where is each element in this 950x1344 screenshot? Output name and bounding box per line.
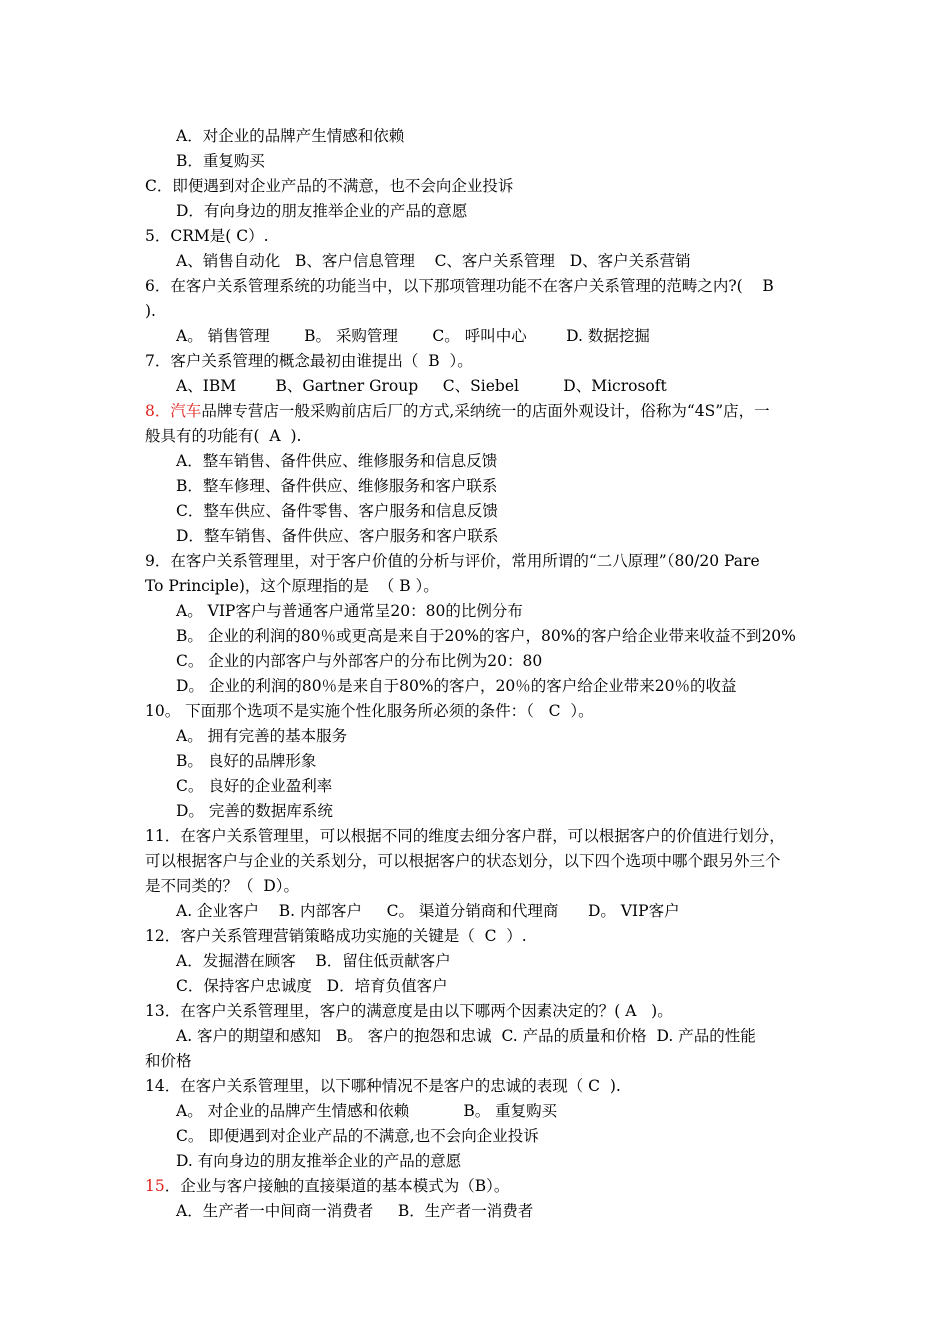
q13-stem: 13．在客户关系管理里，客户的满意度是由以下哪两个因素决定的？( A )。 xyxy=(145,1002,673,1020)
q15-number: 15 xyxy=(145,1177,165,1195)
q8-number: 8． xyxy=(145,402,171,420)
q13-options-line-1: A. 客户的期望和感知 B。 客户的抱怨和忠诚 C. 产品的质量和价格 D. 产品的性能 xyxy=(176,1027,756,1045)
q9-option-c: C。 企业的内部客户与外部客户的分布比例为20：80 xyxy=(176,652,543,670)
q14-option-c: C。 即便遇到对企业产品的不满意,也不会向企业投诉 xyxy=(176,1127,539,1145)
q14-option-d: D. 有向身边的朋友推举企业的产品的意愿 xyxy=(176,1152,462,1170)
q9-stem-line-2: To Principle)，这个原理指的是 （ B ）。 xyxy=(145,577,439,595)
q11-stem-line-1: 11．在客户关系管理里，可以根据不同的维度去细分客户群，可以根据客户的价值进行划分， xyxy=(145,827,785,845)
q15-options: A．生产者一中间商一消费者 B．生产者一消费者 xyxy=(176,1202,534,1220)
q11-stem-line-2: 可以根据客户与企业的关系划分，可以根据客户的状态划分，以下四个选项中哪个跟另外三个 xyxy=(145,852,781,870)
q12-options-line-1: A．发掘潜在顾客 B．留住低贡献客户 xyxy=(176,952,451,970)
q6-stem-line-1: 6．在客户关系管理系统的功能当中，以下那项管理功能不在客户关系管理的范畴之内?( B xyxy=(145,277,774,295)
q4-option-a: A．对企业的品牌产生情感和依赖 xyxy=(176,127,405,145)
q8-stem-line-1 xyxy=(145,400,835,422)
q7-stem: 7．客户关系管理的概念最初由谁提出（ B ）。 xyxy=(145,352,473,370)
q12-stem: 12．客户关系管理营销策略成功实施的关键是（ C ）. xyxy=(145,927,527,945)
q8-option-b: B．整车修理、备件供应、维修服务和客户联系 xyxy=(176,477,498,495)
q9-option-a: A。 VIP客户与普通客户通常呈20：80的比例分布 xyxy=(176,602,523,620)
q9-stem-line-1: 9．在客户关系管理里，对于客户价值的分析与评价，常用所谓的“二八原理”（80/20 Pare xyxy=(145,552,760,570)
q8-stem-rest: 品牌专营店一般采购前店后厂的方式,采纳统一的店面外观设计，俗称为“4S”店，一 xyxy=(201,402,770,420)
q10-stem: 10。 下面那个选项不是实施个性化服务所必须的条件：（ C ）。 xyxy=(145,702,594,720)
q8-highlight-word: 汽车 xyxy=(170,402,202,420)
q4-option-c: C．即便遇到对企业产品的不满意，也不会向企业投诉 xyxy=(145,177,514,195)
q8-option-a: A．整车销售、备件供应、维修服务和信息反馈 xyxy=(176,452,498,470)
q12-options-line-2: C．保持客户忠诚度 D．培育负值客户 xyxy=(176,977,448,995)
q13-options-line-2: 和价格 xyxy=(145,1052,192,1070)
q4-option-d: D．有向身边的朋友推举企业的产品的意愿 xyxy=(176,202,468,220)
q8-option-d: D．整车销售、备件供应、客户服务和客户联系 xyxy=(176,527,499,545)
q10-option-a: A。 拥有完善的基本服务 xyxy=(176,727,348,745)
q8-stem-line-2: 般具有的功能有( A ). xyxy=(145,427,302,445)
q10-option-c: C。 良好的企业盈利率 xyxy=(176,777,333,795)
q8-option-c: C．整车供应、备件零售、客户服务和信息反馈 xyxy=(176,502,498,520)
q10-option-d: D。 完善的数据库系统 xyxy=(176,802,333,820)
q10-option-b: B。 良好的品牌形象 xyxy=(176,752,317,770)
q15-stem xyxy=(145,1175,835,1197)
q5-stem: 5．CRM是( C）. xyxy=(145,227,269,245)
q11-stem-line-3: 是不同类的？（ D）。 xyxy=(145,877,300,895)
q4-option-b: B．重复购买 xyxy=(176,152,265,170)
q15-stem-rest: ．企业与客户接触的直接渠道的基本模式为（B）。 xyxy=(164,1177,510,1195)
q9-option-d: D。 企业的利润的80％是来自于80%的客户，20％的客户给企业带来20％的收益 xyxy=(176,677,737,695)
q6-options: A。 销售管理 B。 采购管理 C。 呼叫中心 D. 数据挖掘 xyxy=(176,327,650,345)
q14-options-ab: A。 对企业的品牌产生情感和依赖 B。 重复购买 xyxy=(176,1102,558,1120)
q9-option-b: B。 企业的利润的80％或更高是来自于20%的客户，80%的客户给企业带来收益不到20% xyxy=(176,627,796,645)
q7-options: A、IBM B、Gartner Group C、Siebel D、Microsoft xyxy=(176,377,667,395)
q5-options: A、销售自动化 B、客户信息管理 C、客户关系管理 D、客户关系营销 xyxy=(176,252,691,270)
q6-stem-line-2: ). xyxy=(145,302,156,320)
q14-stem: 14．在客户关系管理里，以下哪种情况不是客户的忠诚的表现（ C ). xyxy=(145,1077,621,1095)
q11-options: A. 企业客户 B. 内部客户 C。 渠道分销商和代理商 D。 VIP客户 xyxy=(176,902,680,920)
